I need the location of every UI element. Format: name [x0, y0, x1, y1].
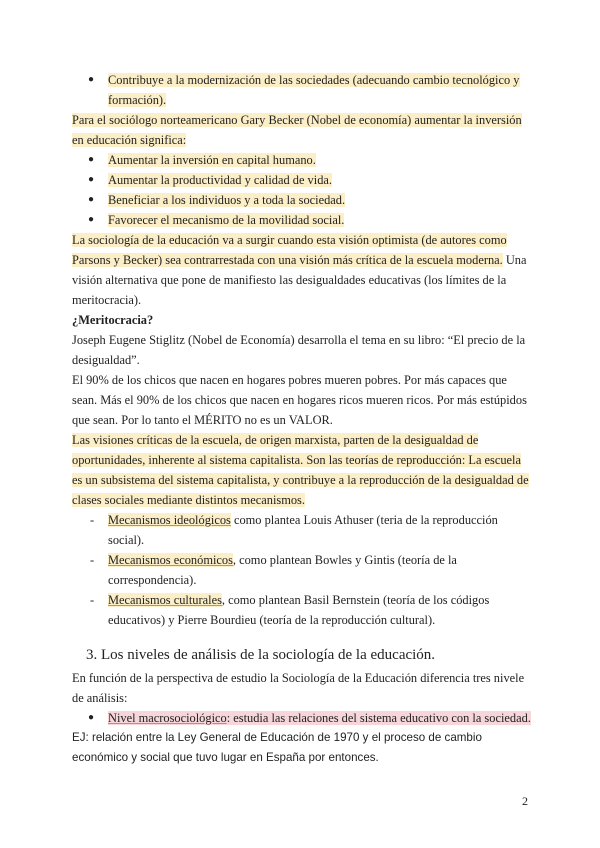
merito-paragraph: El 90% de los chicos que nacen en hogares pobres mueren pobres. Por más capaces que sean. Más el 90% de los chicos que nacen en hogares ricos mueren ricos. Por más estúpidos que sean. Por lo tanto el MÉRITO no es un VALOR.	[72, 373, 527, 427]
mechanisms-list	[72, 510, 532, 630]
becker-list	[72, 150, 532, 230]
list-item: - Mecanismos culturales, como plantean Basil Bernstein (teoría de los códigos educativos) y Pierre Bourdieu (teoría de la reproducción cultural).	[72, 590, 532, 630]
critical-paragraph: Las visiones críticas de la escuela, de origen marxista, parten de la desigualdad de oportunidades, inherente al sistema capitalista. Son las teorías de reproducción: La escuela es un subsistema del sistema capitalista, y contribuye a la reproducción de la desigualdad de clases sociales mediante distintos mecanismos.	[72, 433, 529, 507]
list-item: ● Aumentar la productividad y calidad de vida.	[72, 170, 532, 190]
list-item: - Mecanismos económicos, como plantean Bowles y Gintis (teoría de la correspondencia).	[72, 550, 532, 590]
list-item: - Mecanismos ideológicos como plantea Louis Athuser (teria de la reproducción social).	[72, 510, 532, 550]
list-item: ● Contribuye a la modernización de las sociedades (adecuando cambio tecnológico y formación).	[72, 70, 532, 110]
page-number: 2	[522, 794, 528, 808]
levels-list	[72, 708, 532, 728]
list-item: ● Aumentar la inversión en capital humano.	[72, 150, 532, 170]
stiglitz-paragraph: Joseph Eugene Stiglitz (Nobel de Economía) desarrolla el tema en su libro: “El precio de la desigualdad”.	[72, 333, 526, 367]
list-item: ● Nivel macrosociológico: estudia las relaciones del sistema educativo con la sociedad.	[72, 708, 532, 728]
document-page	[72, 70, 532, 768]
list-item: ● Favorecer el mecanismo de la movilidad social.	[72, 210, 532, 230]
optimism-paragraph: La sociología de la educación va a surgir cuando esta visión optimista (de autores como Parsons y Becker) sea contrarrestada con una visión más crítica de la escuela moderna. Una visión alternativa que pone de manifiesto las desigualdades educativas (los límites de la meritocracia).	[72, 233, 527, 307]
meritocracia-heading: ¿Meritocracia?	[72, 313, 154, 327]
list-item: ● Beneficiar a los individuos y a toda la sociedad.	[72, 190, 532, 210]
section-3-heading: 3. Los niveles de análisis de la sociología de la educación.	[86, 647, 436, 663]
becker-intro: Para el sociólogo norteamericano Gary Becker (Nobel de economía) aumentar la inversión en educación significa:	[72, 113, 522, 147]
example-paragraph: EJ: relación entre la Ley General de Educación de 1970 y el proceso de cambio económico y social que tuvo lugar en España por entonces.	[72, 731, 482, 764]
section-3-intro: En función de la perspectiva de estudio la Sociología de la Educación diferencia tres nivele de análisis:	[72, 671, 525, 705]
bullet-list-top	[72, 70, 532, 110]
